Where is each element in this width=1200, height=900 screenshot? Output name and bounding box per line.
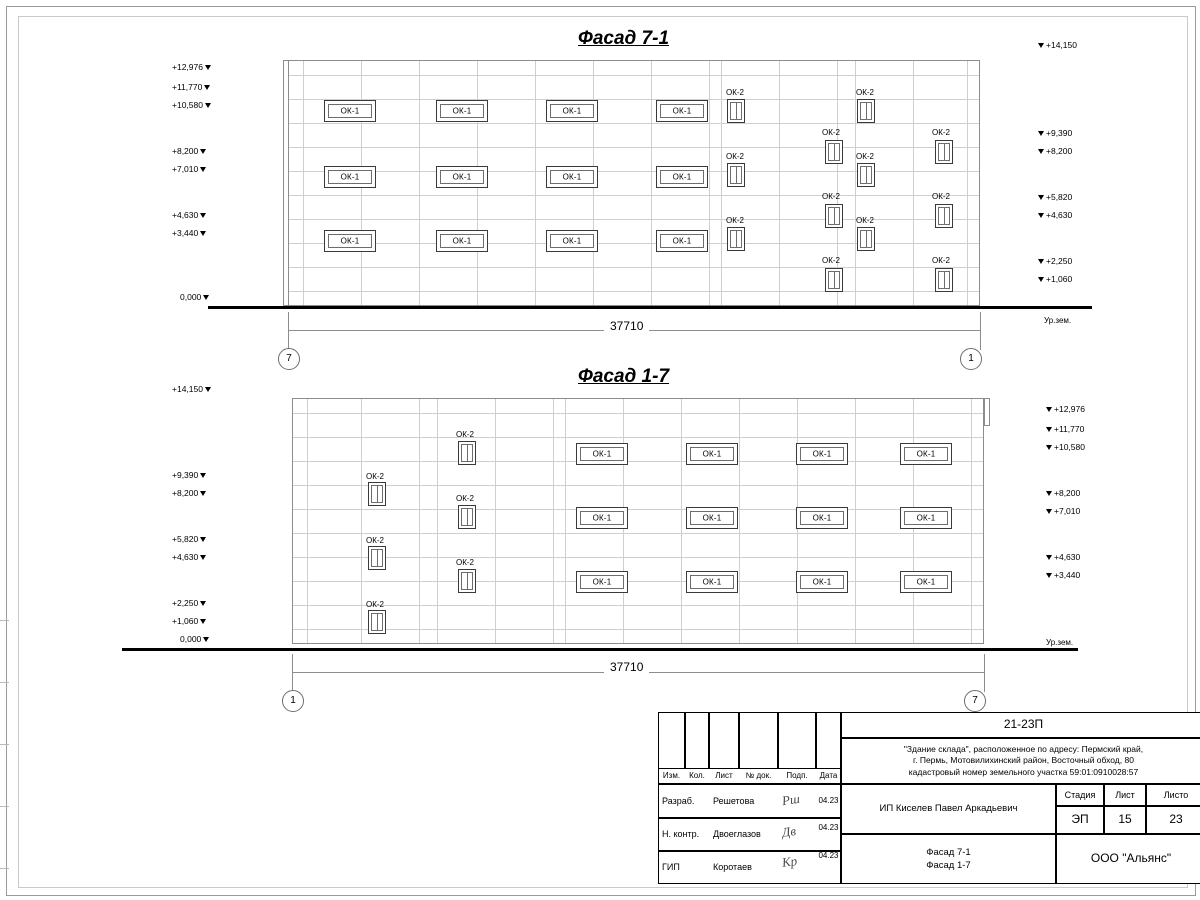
facade-2-ground-line (122, 648, 1078, 651)
window-tag-ok2: ОК-2 (456, 430, 474, 439)
window-tag-ok2: ОК-2 (932, 128, 950, 137)
company-name: ООО "Альянс" (1090, 851, 1172, 866)
rev-col-header-kol: Кол. (689, 771, 705, 781)
stamp-name-2: Коротаев (713, 862, 752, 873)
stamp-date-0: 04.23 (818, 796, 839, 806)
window-label: ОК-1 (562, 236, 582, 246)
stage-header: Стадия (1064, 789, 1096, 800)
stamp-role-1: Н. контр. (662, 829, 700, 840)
window-ok1 (686, 571, 738, 593)
window-ok2 (458, 441, 476, 465)
facade-2-overall-dimension: 37710 (604, 660, 649, 674)
facade-1-title: Фасад 7-1 (578, 28, 670, 49)
window-label: ОК-1 (672, 172, 692, 182)
list-value: 15 (1118, 812, 1132, 827)
window-label: ОК-1 (452, 106, 472, 116)
sheet-name-line-2: Фасад 1-7 (926, 860, 971, 871)
window-ok2 (368, 546, 386, 570)
title-block (658, 712, 1200, 884)
level-mark: +7,010 (172, 164, 198, 174)
level-mark: +10,580 (172, 100, 203, 110)
rev-col-header-podp: Подп. (786, 771, 808, 781)
facade-1-overall-dimension: 37710 (604, 319, 649, 333)
level-mark: +12,976 (1054, 404, 1085, 414)
level-mark: +8,200 (172, 488, 198, 498)
window-ok1 (796, 507, 848, 529)
window-tag-ok2: ОК-2 (932, 192, 950, 201)
window-ok2 (458, 505, 476, 529)
window-ok1 (796, 571, 848, 593)
stamp-role-2: ГИП (662, 862, 680, 873)
level-mark: +2,250 (1046, 256, 1072, 266)
window-label: ОК-1 (672, 236, 692, 246)
rev-col-header-list: Лист (715, 771, 733, 781)
facade-2-right-pilaster (984, 398, 990, 426)
stage-value: ЭП (1071, 812, 1089, 827)
window-tag-ok2: ОК-2 (726, 216, 744, 225)
stamp-date-1: 04.23 (818, 823, 839, 833)
lists-header: Листо (1163, 789, 1189, 800)
window-label: ОК-1 (672, 106, 692, 116)
window-tag-ok2: ОК-2 (856, 152, 874, 161)
facade-2-title: Фасад 1-7 (578, 366, 670, 387)
rev-col-header-izm: Изм. (662, 771, 681, 781)
axis-marker-right: 7 (964, 690, 986, 712)
sheet-name-line-1: Фасад 7-1 (926, 846, 971, 858)
axis-marker-left: 7 (278, 348, 300, 370)
window-ok2 (368, 482, 386, 506)
window-label: ОК-1 (916, 577, 936, 587)
rev-col-header-ndoc: № док. (745, 771, 772, 781)
level-mark: +14,150 (1046, 40, 1077, 50)
window-ok1 (686, 443, 738, 465)
level-mark: +8,200 (1046, 146, 1072, 156)
window-label: ОК-1 (702, 513, 722, 523)
level-mark: +4,630 (172, 210, 198, 220)
object-description (843, 740, 1200, 782)
window-label: ОК-1 (812, 513, 832, 523)
window-ok1 (900, 507, 952, 529)
window-label: ОК-1 (916, 449, 936, 459)
window-label: ОК-1 (702, 577, 722, 587)
window-label: ОК-1 (340, 106, 360, 116)
level-mark: +2,250 (172, 598, 198, 608)
list-header: Лист (1115, 789, 1135, 800)
object-line-1: "Здание склада", расположенное по адресу: Пермский край, (903, 743, 1144, 754)
rev-col-header-data: Дата (819, 771, 838, 781)
level-mark: +14,150 (172, 384, 203, 394)
window-tag-ok2: ОК-2 (726, 88, 744, 97)
window-tag-ok2: ОК-2 (856, 216, 874, 225)
window-tag-ok2: ОК-2 (366, 600, 384, 609)
level-mark: +1,060 (172, 616, 198, 626)
lists-value: 23 (1169, 812, 1183, 827)
level-mark: +5,820 (1046, 192, 1072, 202)
facade-1-ground-label: Ур.зем. (1044, 316, 1072, 325)
window-ok1 (576, 443, 628, 465)
signature-2: Кр (780, 853, 799, 870)
window-label: ОК-1 (812, 577, 832, 587)
window-tag-ok2: ОК-2 (856, 88, 874, 97)
level-mark: +11,770 (172, 82, 202, 92)
window-ok1 (900, 443, 952, 465)
window-tag-ok2: ОК-2 (822, 256, 840, 265)
stamp-role-0: Разраб. (662, 795, 695, 806)
stamp-date-2: 04.23 (818, 851, 839, 861)
level-mark: +9,390 (172, 470, 198, 480)
stamp-name-1: Двоеглазов (713, 829, 761, 840)
window-label: ОК-1 (592, 577, 612, 587)
signature-1: Дв (780, 823, 797, 840)
axis-marker-right: 1 (960, 348, 982, 370)
sheet-name (841, 834, 1056, 884)
level-mark: 0,000 (180, 292, 201, 302)
object-line-3: кадастровый номер земельного участка 59:01:0910028:57 (908, 766, 1139, 777)
window-tag-ok2: ОК-2 (932, 256, 950, 265)
window-label: ОК-1 (452, 236, 472, 246)
window-label: ОК-1 (452, 172, 472, 182)
window-ok1 (900, 571, 952, 593)
window-tag-ok2: ОК-2 (456, 494, 474, 503)
dim-tick (984, 654, 985, 692)
window-label: ОК-1 (812, 449, 832, 459)
level-mark: +3,440 (1054, 570, 1080, 580)
facade-2-ground-label: Ур.зем. (1046, 638, 1074, 647)
window-ok1 (576, 571, 628, 593)
window-tag-ok2: ОК-2 (726, 152, 744, 161)
level-mark: +4,630 (1046, 210, 1072, 220)
level-mark: +4,630 (172, 552, 198, 562)
window-label: ОК-1 (916, 513, 936, 523)
level-mark: +5,820 (172, 534, 198, 544)
level-mark: +1,060 (1046, 274, 1072, 284)
window-label: ОК-1 (562, 172, 582, 182)
stamp-name-0: Решетова (713, 795, 755, 806)
window-tag-ok2: ОК-2 (456, 558, 474, 567)
window-tag-ok2: ОК-2 (822, 128, 840, 137)
level-mark: 0,000 (180, 634, 201, 644)
window-ok1 (686, 507, 738, 529)
window-ok2 (458, 569, 476, 593)
window-label: ОК-1 (592, 513, 612, 523)
level-mark: +4,630 (1054, 552, 1080, 562)
level-mark: +8,200 (172, 146, 198, 156)
window-tag-ok2: ОК-2 (822, 192, 840, 201)
axis-marker-left: 1 (282, 690, 304, 712)
doc-number: 21-23П (1003, 717, 1044, 732)
window-ok2 (368, 610, 386, 634)
window-label: ОК-1 (702, 449, 722, 459)
window-label: ОК-1 (340, 172, 360, 182)
level-mark: +11,770 (1054, 424, 1084, 434)
window-label: ОК-1 (340, 236, 360, 246)
window-label: ОК-1 (562, 106, 582, 116)
level-mark: +12,976 (172, 62, 203, 72)
level-mark: +7,010 (1054, 506, 1080, 516)
level-mark: +8,200 (1054, 488, 1080, 498)
facade-2-wall (292, 398, 984, 644)
level-mark: +3,440 (172, 228, 198, 238)
level-mark: +10,580 (1054, 442, 1085, 452)
window-tag-ok2: ОК-2 (366, 472, 384, 481)
window-tag-ok2: ОК-2 (366, 536, 384, 545)
window-ok1 (576, 507, 628, 529)
window-label: ОК-1 (592, 449, 612, 459)
window-ok1 (796, 443, 848, 465)
customer-name: ИП Киселев Павел Аркадьевич (879, 802, 1018, 814)
signature-0: Рш (780, 790, 801, 809)
object-line-2: г. Пермь, Мотовилихинский район, Восточный обход, 80 (913, 755, 1134, 766)
dim-tick (292, 654, 293, 692)
level-mark: +9,390 (1046, 128, 1072, 138)
